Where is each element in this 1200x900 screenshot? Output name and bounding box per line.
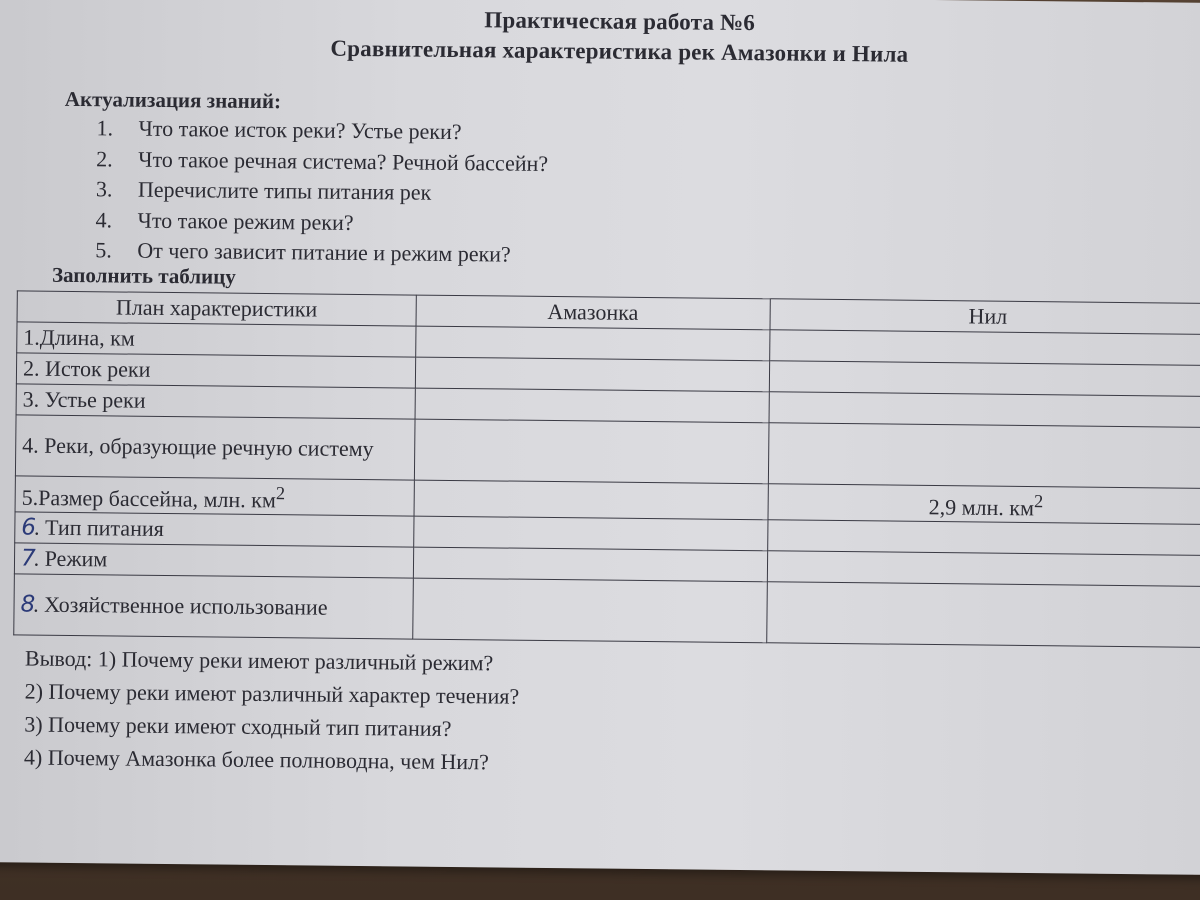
question-text: Что такое режим реки? — [137, 207, 354, 235]
row-label-economic-use — [14, 574, 413, 639]
question-list — [95, 113, 548, 270]
handwritten-number: 6 — [21, 514, 37, 541]
amazon-cell — [414, 419, 768, 484]
nile-basin-size-value: 2,9 млн. км — [928, 494, 1035, 521]
question-text: Перечислите типы питания рек — [137, 176, 432, 205]
question-number: 1. — [96, 115, 114, 141]
square-superscript: 2 — [275, 483, 286, 504]
handwritten-number: 7 — [20, 545, 36, 572]
row-label-basin-size — [15, 476, 414, 517]
question-item — [96, 144, 548, 179]
square-superscript: 2 — [1033, 491, 1044, 512]
row-label-text: . Хозяйственное использование — [33, 591, 328, 621]
nile-cell — [769, 361, 1200, 397]
comparison-table-wrapper — [13, 290, 1200, 648]
row-label-length: 1.Длина, км — [17, 322, 416, 357]
nile-cell — [768, 423, 1200, 489]
nile-cell — [766, 582, 1200, 648]
question-text: От чего зависит питание и режим реки? — [137, 237, 511, 267]
header-plan: План характеристики — [17, 291, 416, 326]
conclusion-line: 2) Почему реки имеют различный характер течения? — [24, 678, 520, 709]
question-number: 5. — [95, 237, 112, 263]
question-item — [95, 205, 547, 240]
question-text: Что такое исток реки? Устье реки? — [138, 115, 462, 145]
conclusion-line: 3) Почему реки имеют сходный тип питания? — [24, 711, 452, 741]
row-label-source: 2. Исток реки — [16, 353, 415, 388]
conclusion-block — [24, 643, 520, 780]
row-label-feeding-type — [15, 512, 414, 547]
row-label-text: . Тип питания — [33, 514, 164, 542]
row-label-text: . Режим — [33, 545, 108, 572]
nile-cell — [769, 392, 1200, 428]
row-label-mouth: 3. Устье реки — [16, 384, 415, 419]
conclusion-line: 4) Почему Амазонка более полноводна, чем Нил? — [23, 744, 489, 775]
row-label-regime — [14, 543, 413, 578]
amazon-cell — [413, 547, 767, 582]
document-subtitle: Сравнительная характеристика рек Амазонки и Нила — [330, 35, 909, 67]
amazon-cell — [415, 388, 769, 423]
document-title: Практическая работа №6 — [484, 7, 756, 36]
amazon-cell — [415, 357, 769, 392]
comparison-table — [13, 290, 1200, 648]
table-heading: Заполнить таблицу — [51, 262, 236, 289]
amazon-cell — [414, 516, 768, 551]
review-heading: Актуализация знаний: — [64, 86, 282, 114]
header-nile: Нил — [770, 299, 1200, 335]
question-number: 4. — [95, 206, 113, 232]
question-number: 3. — [95, 176, 113, 202]
conclusion-line: Вывод: 1) Почему реки имеют различный режим? — [24, 645, 494, 676]
question-item — [96, 113, 548, 148]
question-number: 2. — [96, 145, 113, 171]
header-amazon: Амазонка — [416, 295, 770, 330]
amazon-cell — [416, 326, 770, 361]
nile-basin-size-cell — [768, 484, 1200, 525]
question-item — [96, 174, 548, 209]
nile-cell — [767, 551, 1200, 587]
amazon-cell — [414, 480, 768, 520]
amazon-cell — [413, 578, 767, 643]
handwritten-number: 8 — [20, 591, 36, 618]
row-label-river-system: 4. Реки, образующие речную систему — [15, 415, 414, 480]
table-row — [14, 574, 1200, 647]
nile-cell — [767, 520, 1200, 556]
nile-cell — [769, 330, 1200, 366]
question-text: Что такое речная система? Речной бассейн? — [138, 146, 549, 176]
basin-size-label: 5.Размер бассейна, млн. км — [21, 484, 276, 513]
